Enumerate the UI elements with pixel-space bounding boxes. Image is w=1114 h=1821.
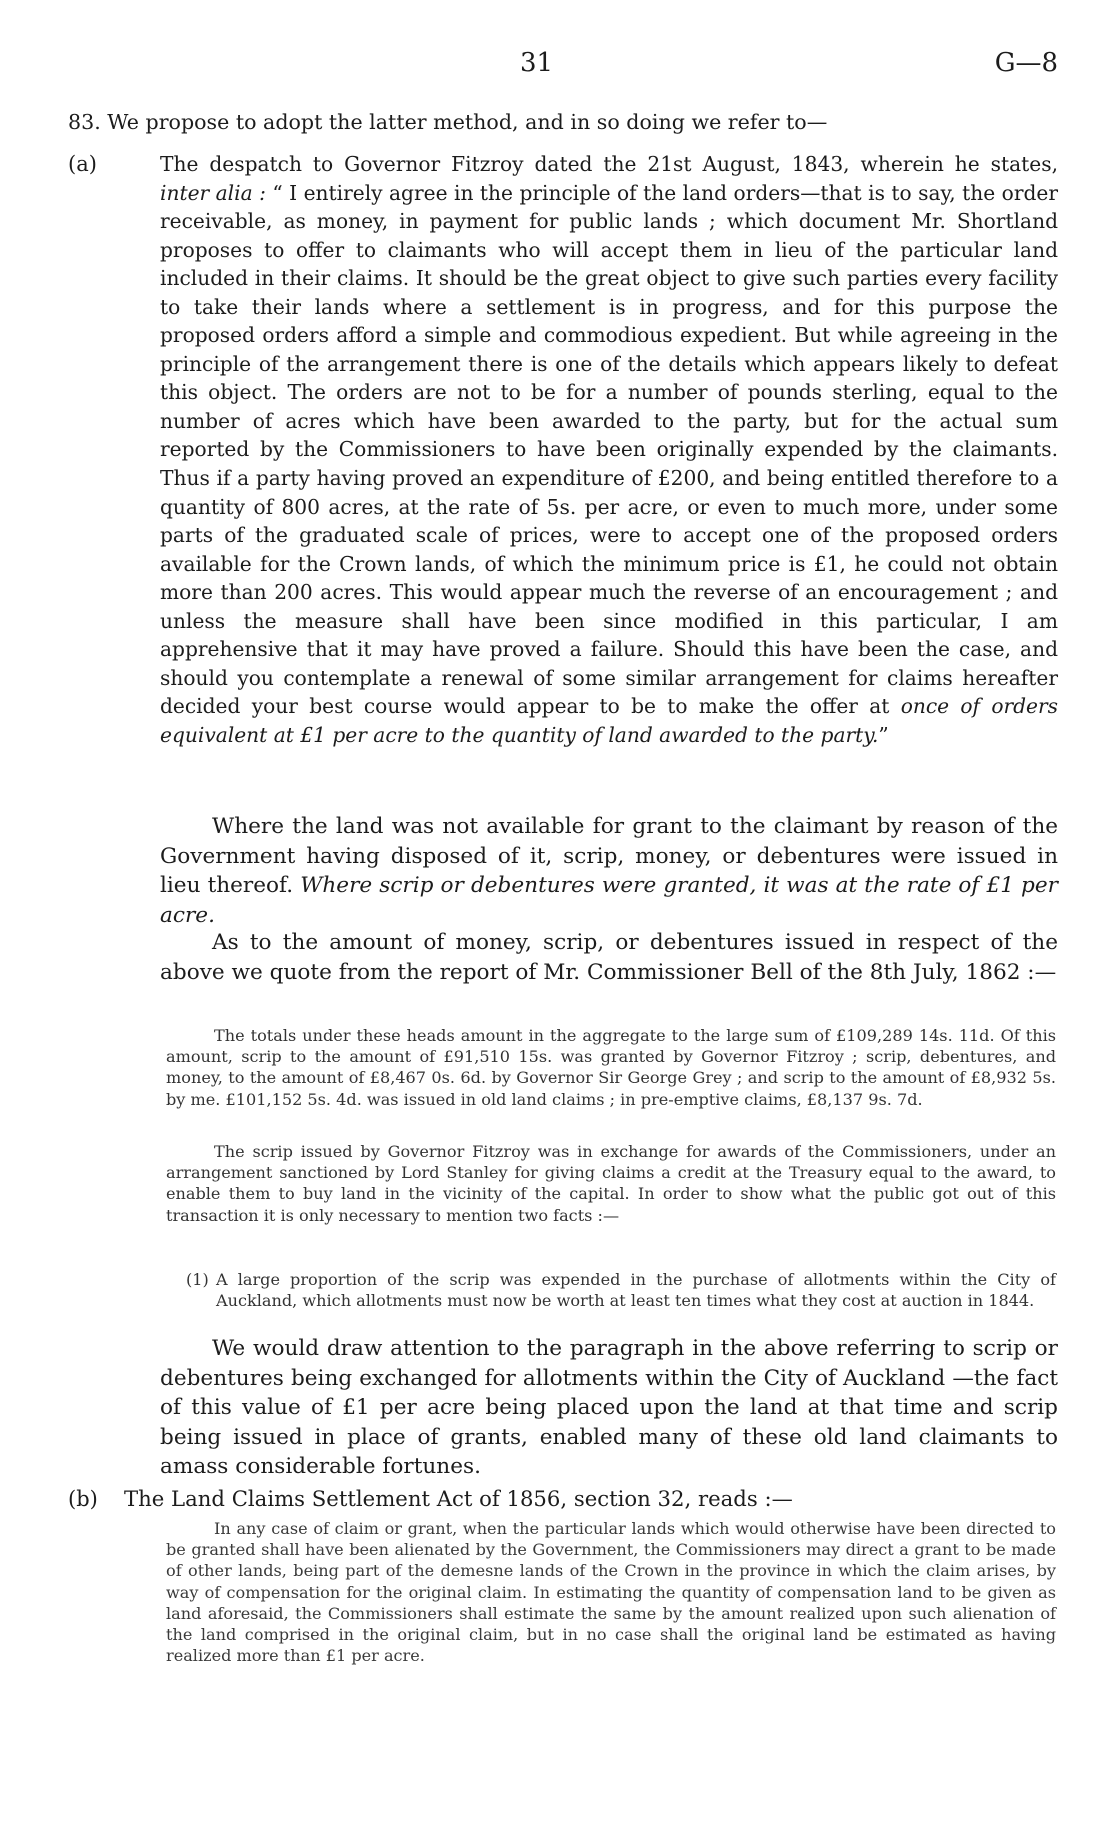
item-a-label: (a) bbox=[68, 152, 97, 176]
bell-list-text: A large proportion of the scrip was expended in the purchase of allotments within the City of Auckland, which allotments must now be worth at least ten times what they cost at auction in 1844. bbox=[216, 1270, 1056, 1311]
act-section-32-quote: In any case of claim or grant, when the particular lands which would otherwise have been directed to be granted shall have been alienated by the Government, the Commissioners may direct a grant to be made of other lands, being part of the demesne lands of the Crown in the province in which the claim arises, by way of compensation for the original claim. In estimating the quantity of compensation land to be given as land aforesaid, the Commissioners shall estimate the same by the amount realized upon such alienation of the land comprised in the original claim, but in no case shall the original land be estimated as having realized more than £1 per acre. bbox=[166, 1519, 1056, 1666]
item-a-quote: “ I entirely agree in the principle of the land orders—that is to say, the order receivable, as money, in payment for public lands ; which document Mr. Shortland proposes to offer to claimants who will accept them in lieu of the particular land included in their claims. It should be the great object to give such parties every facility to take their lands where a settlement is in progress, and for this purpose the proposed orders afford a simple and commodious expedient. But while agreeing in the principle of the arrangement there is one of the details which appears likely to defeat this object. The orders are not to be for a number of pounds sterling, equal to the number of acres which have been awarded to the party, but for the actual sum reported by the Commissioners to have been originally expended by the claimants. Thus if a party having proved an expenditure of £200, and being entitled therefore to a quantity of 800 acres, at the rate of 5s. per acre, or even to much more, under some parts of the graduated scale of prices, were to accept one of the proposed orders available for the Crown lands, of which the minimum price is £1, he could not obtain more than 200 acres. This would appear much the reverse of an encouragement ; and unless the measure shall have been since modified in this particular, I am apprehensive that it may have proved a failure. Should this have been the case, and should you contemplate a renewal of some similar arrangement for claims hereafter decided your best course would appear to be to make the offer at bbox=[160, 180, 1058, 719]
item-b-text: The Land Claims Settlement Act of 1856, section 32, reads :— bbox=[124, 1486, 793, 1511]
where-land-italic: Where scrip or debentures were granted, it was at the rate of £1 per acre. bbox=[160, 873, 1058, 928]
bell-list-item bbox=[186, 1269, 1056, 1311]
bell-quote-scrip: The scrip issued by Governor Fitzroy was in exchange for awards of the Commissioners, under an arrangement sanctioned by Lord Stanley for giving claims a credit at the Treasury equal to the award, to enable them to buy land in the vicinity of the capital. In order to show what the public got out of this transaction it is only necessary to mention two facts :— bbox=[166, 1142, 1056, 1225]
item-a-lead: The despatch to Governor Fitzroy dated the 21st August, 1843, wherein he states, bbox=[160, 152, 1058, 176]
item-a-italic-term: inter alia : bbox=[160, 180, 266, 205]
item-b-label: (b) bbox=[68, 1487, 98, 1511]
where-land-text: Where the land was not available for grant to the claimant by reason of the Government having disposed of it, scrip, money, or debentures were issued in lieu thereof. bbox=[160, 814, 1058, 898]
paragraph-draw-attention: We would draw attention to the paragraph in the above referring to scrip or debentures being exchanged for allotments within the City of Auckland —the fact of this value of £1 per acre being placed upon the land at that time and scrip being issued in place of grants, enabled many of these old land claimants to amass considerable fortunes. bbox=[160, 1336, 1058, 1479]
paragraph-83: 83. We propose to adopt the latter method, and in so doing we refer to— bbox=[68, 110, 828, 134]
paper-code: G—8 bbox=[994, 48, 1058, 78]
page-number: 31 bbox=[520, 48, 554, 78]
paragraph-amount: As to the amount of money, scrip, or debentures issued in respect of the above we quote from the report of Mr. Commissioner Bell of the 8th July, 1862 :— bbox=[160, 930, 1058, 985]
item-a-quote-end: ” bbox=[878, 722, 889, 747]
bell-list-number: (1) bbox=[186, 1270, 209, 1289]
paragraph-where-land bbox=[160, 812, 1058, 930]
item-a-despatch bbox=[160, 150, 1058, 749]
item-a-quote-italic: once of orders equivalent at £1 per acre to the quantity of land awarded to the party. bbox=[160, 694, 1059, 747]
bell-quote-totals: The totals under these heads amount in the aggregate to the large sum of £109,289 14s. 11d. Of this amount, scrip to the amount of £91,510 15s. was granted by Governor Fitzroy ; scrip, debentures, and money, to the amount of £8,467 0s. 6d. by Governor Sir George Grey ; and scrip to the amount of £8,932 5s. by me. £101,152 5s. 4d. was issued in old land claims ; in pre-emptive claims, £8,137 9s. 7d. bbox=[166, 1026, 1056, 1109]
